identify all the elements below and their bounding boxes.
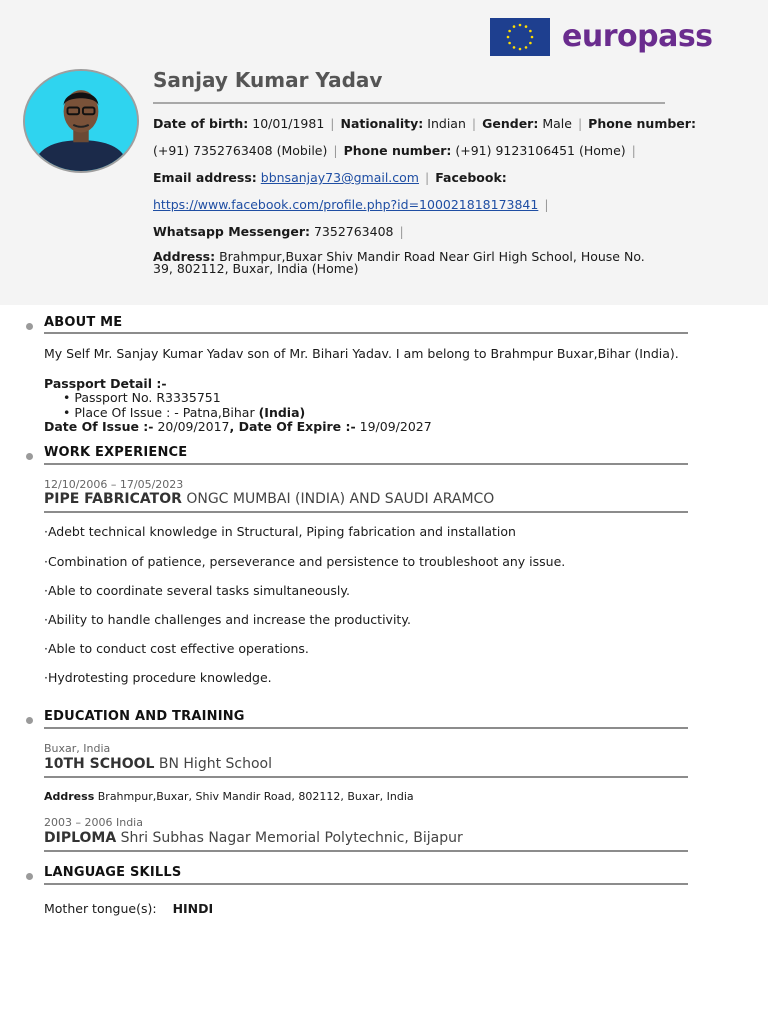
- work-divider: [44, 511, 688, 513]
- separator: |: [399, 224, 404, 239]
- section-divider: [44, 332, 688, 334]
- section-title-language: LANGUAGE SKILLS: [44, 865, 182, 880]
- section-bullet: [26, 717, 33, 724]
- work-title: PIPE FABRICATOR: [44, 491, 182, 507]
- work-role: [44, 491, 494, 507]
- section-bullet: [26, 323, 33, 330]
- doe-label: , Date Of Expire :-: [229, 419, 356, 434]
- edu-divider: [44, 776, 688, 778]
- info-row-5: [153, 224, 410, 240]
- section-divider: [44, 463, 688, 465]
- facebook-label: Facebook:: [435, 170, 507, 185]
- separator: |: [424, 170, 430, 185]
- mother-tongue-value: HINDI: [172, 901, 214, 916]
- whatsapp-label: Whatsapp Messenger:: [153, 224, 310, 239]
- info-row-3: [153, 170, 507, 186]
- person-name: Sanjay Kumar Yadav: [153, 68, 383, 92]
- edu1-address-value: Brahmpur,Buxar, Shiv Mandir Road, 802112, Buxar, India: [94, 790, 414, 803]
- info-row-1: [153, 116, 696, 132]
- doi-value: 20/09/2017: [153, 419, 230, 434]
- facebook-link[interactable]: https://www.facebook.com/profile.php?id=100021818173841: [153, 197, 539, 212]
- section-divider: [44, 883, 688, 885]
- edu1-location: Buxar, India: [44, 742, 111, 755]
- name-divider: [153, 102, 665, 104]
- whatsapp-value: 7352763408: [313, 224, 394, 239]
- edu2-degree: DIPLOMA: [44, 830, 117, 846]
- nationality-value: Indian: [427, 116, 466, 131]
- mother-tongue-label: Mother tongue(s):: [44, 901, 157, 916]
- edu1-title: [44, 756, 272, 772]
- doe-value: 19/09/2027: [355, 419, 432, 434]
- email-label: Email address:: [153, 170, 257, 185]
- place-of-issue-text: • Place Of Issue : - Patna,Bihar: [63, 405, 259, 420]
- edu1-address: [44, 790, 414, 803]
- address-label: Address:: [153, 249, 216, 264]
- separator: |: [577, 116, 583, 131]
- phone2-value: (+91) 9123106451 (Home): [455, 143, 626, 158]
- address-line-2: 39, 802112, Buxar, India (Home): [153, 261, 359, 276]
- email-link[interactable]: bbnsanjay73@gmail.com: [260, 170, 419, 185]
- passport-number: • Passport No. R3335751: [63, 390, 221, 405]
- section-title-education: EDUCATION AND TRAINING: [44, 709, 245, 724]
- edu2-dates: 2003 – 2006 India: [44, 816, 143, 829]
- separator: |: [333, 143, 338, 158]
- mother-tongue-row: [44, 901, 213, 916]
- place-of-issue: [63, 405, 305, 420]
- separator: |: [631, 143, 636, 158]
- edu1-school: BN Hight School: [154, 756, 272, 772]
- gender-label: Gender:: [482, 116, 539, 131]
- work-point: ·Able to conduct cost effective operations.: [44, 641, 309, 656]
- info-row-2: [153, 143, 642, 159]
- address-line-1: Brahmpur,Buxar Shiv Mandir Road Near Girl High School, House No.: [219, 249, 645, 264]
- section-bullet: [26, 873, 33, 880]
- europass-logo: [490, 18, 713, 56]
- about-text: My Self Mr. Sanjay Kumar Yadav son of Mr. Bihari Yadav. I am belong to Brahmpur Buxar,Bihar (India).: [44, 346, 679, 361]
- edu1-degree: 10TH SCHOOL: [44, 756, 155, 772]
- section-title-about: ABOUT ME: [44, 315, 123, 330]
- work-point: ·Ability to handle challenges and increase the productivity.: [44, 612, 411, 627]
- edu2-school: Shri Subhas Nagar Memorial Polytechnic, Bijapur: [116, 830, 463, 846]
- separator: |: [544, 197, 549, 212]
- edu-divider: [44, 850, 688, 852]
- passport-dates: [44, 419, 432, 434]
- doi-label: Date Of Issue :-: [44, 419, 154, 434]
- avatar: [23, 69, 139, 173]
- phone1-value: (+91) 7352763408 (Mobile): [153, 143, 328, 158]
- europass-logo-text: europass: [562, 19, 713, 54]
- passport-heading: Passport Detail :-: [44, 376, 167, 391]
- section-bullet: [26, 453, 33, 460]
- section-divider: [44, 727, 688, 729]
- dob-label: Date of birth:: [153, 116, 249, 131]
- gender-value: Male: [542, 116, 572, 131]
- work-point: ·Able to coordinate several tasks simultaneously.: [44, 583, 350, 598]
- phone2-label: Phone number:: [343, 143, 452, 158]
- dob-value: 10/01/1981: [252, 116, 325, 131]
- work-point: ·Combination of patience, perseverance and persistence to troubleshoot any issue.: [44, 554, 566, 569]
- address-block: [153, 251, 645, 275]
- nationality-label: Nationality:: [340, 116, 424, 131]
- phone1-label: Phone number:: [588, 116, 696, 131]
- work-point: ·Adebt technical knowledge in Structural, Piping fabrication and installation: [44, 524, 516, 539]
- work-point: ·Hydrotesting procedure knowledge.: [44, 670, 272, 685]
- info-row-4: [153, 197, 555, 213]
- edu2-title: [44, 830, 463, 846]
- work-dates: 12/10/2006 – 17/05/2023: [44, 478, 184, 491]
- eu-flag-icon: [490, 18, 550, 56]
- place-of-issue-country: (India): [258, 405, 306, 420]
- separator: |: [330, 116, 335, 131]
- section-title-work: WORK EXPERIENCE: [44, 445, 188, 460]
- separator: |: [471, 116, 477, 131]
- edu1-address-label: Address: [44, 790, 95, 803]
- work-employer: ONGC MUMBAI (INDIA) AND SAUDI ARAMCO: [181, 491, 495, 507]
